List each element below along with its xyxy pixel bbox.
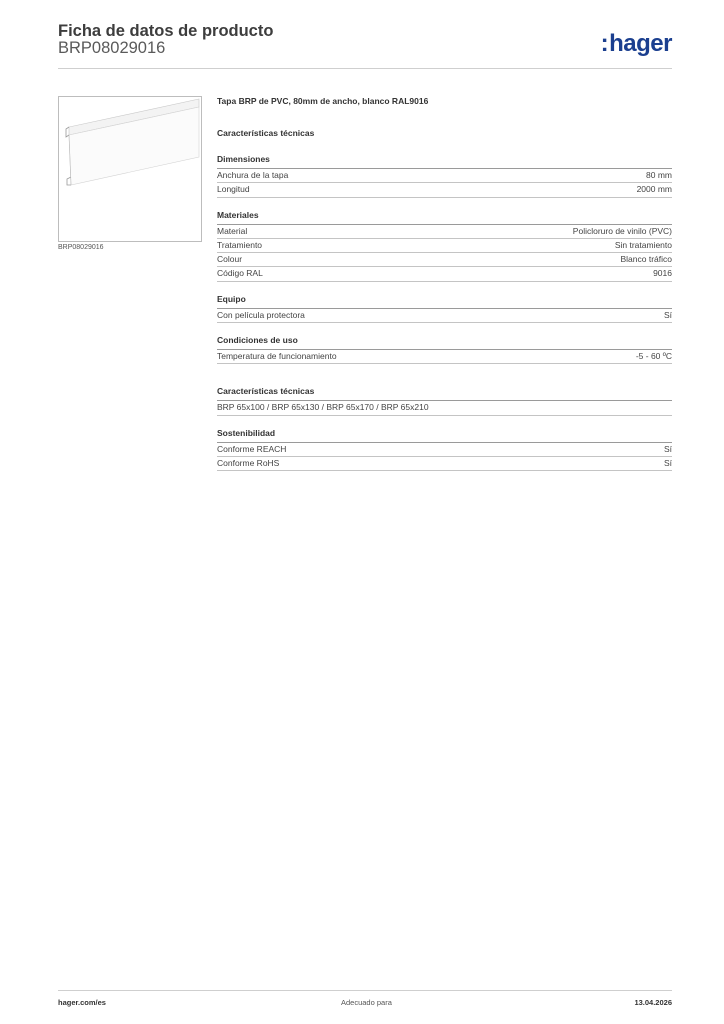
logo-dots: : [600,30,609,57]
spec-content [217,96,672,471]
product-description: Tapa BRP de PVC, 80mm de ancho, blanco RAL9016 [217,96,429,106]
row-label: Con película protectora [217,309,305,320]
row-value: Sí [663,309,672,320]
footer-middle-text: Adecuado para [341,998,392,1007]
logo-text: hager [609,30,672,57]
page-title: Ficha de datos de producto [58,22,274,40]
row-label: Temperatura de funcionamiento [217,351,337,362]
row-value: Blanco tráfico [620,254,672,265]
header-divider [58,68,672,69]
footer-divider [58,990,672,991]
table-row [217,253,672,267]
table-row [217,457,672,471]
row-value: Sí [663,457,672,468]
row-label: Tratamiento [217,239,263,250]
section-title: Condiciones de uso [217,335,672,350]
row-value: 2000 mm [636,184,672,195]
section-title: Dimensiones [217,154,672,169]
row-label: Colour [217,254,243,265]
image-caption: BRP08029016 [58,244,104,251]
product-image [58,96,202,242]
row-label: Longitud [217,184,250,195]
table-row [217,309,672,323]
section-title: Equipo [217,294,672,309]
table-row [217,225,672,239]
row-label: BRP 65x100 / BRP 65x130 / BRP 65x170 / BRP 65x210 [217,402,429,413]
hager-logo [601,30,672,58]
table-row [217,267,672,281]
row-label: Código RAL [217,268,263,279]
row-label: Material [217,225,248,236]
cover-profile-illustration [59,97,201,241]
main-heading: Características técnicas [217,128,315,138]
table-row [217,169,672,183]
table-row [217,350,672,364]
table-row [217,401,672,415]
table-row [217,443,672,457]
row-label: Conforme RoHS [217,457,280,468]
table-row [217,183,672,197]
row-value: Sin tratamiento [614,239,672,250]
row-value: Sí [663,443,672,454]
table-row [217,239,672,253]
page-header [58,22,672,68]
row-label: Conforme REACH [217,443,287,454]
footer-date: 13.04.2026 [634,998,672,1007]
row-value: -5 - 60 ºC [635,351,672,362]
row-value: Policloruro de vinilo (PVC) [572,225,672,236]
section-title: Sostenibilidad [217,428,672,443]
footer-website[interactable]: hager.com/es [58,998,106,1007]
product-code: BRP08029016 [58,39,166,57]
row-label: Anchura de la tapa [217,170,289,180]
section-title: Materiales [217,210,672,225]
row-value: 9016 [653,268,672,279]
row-value: 80 mm [646,170,672,180]
section-title: Características técnicas [217,386,672,401]
